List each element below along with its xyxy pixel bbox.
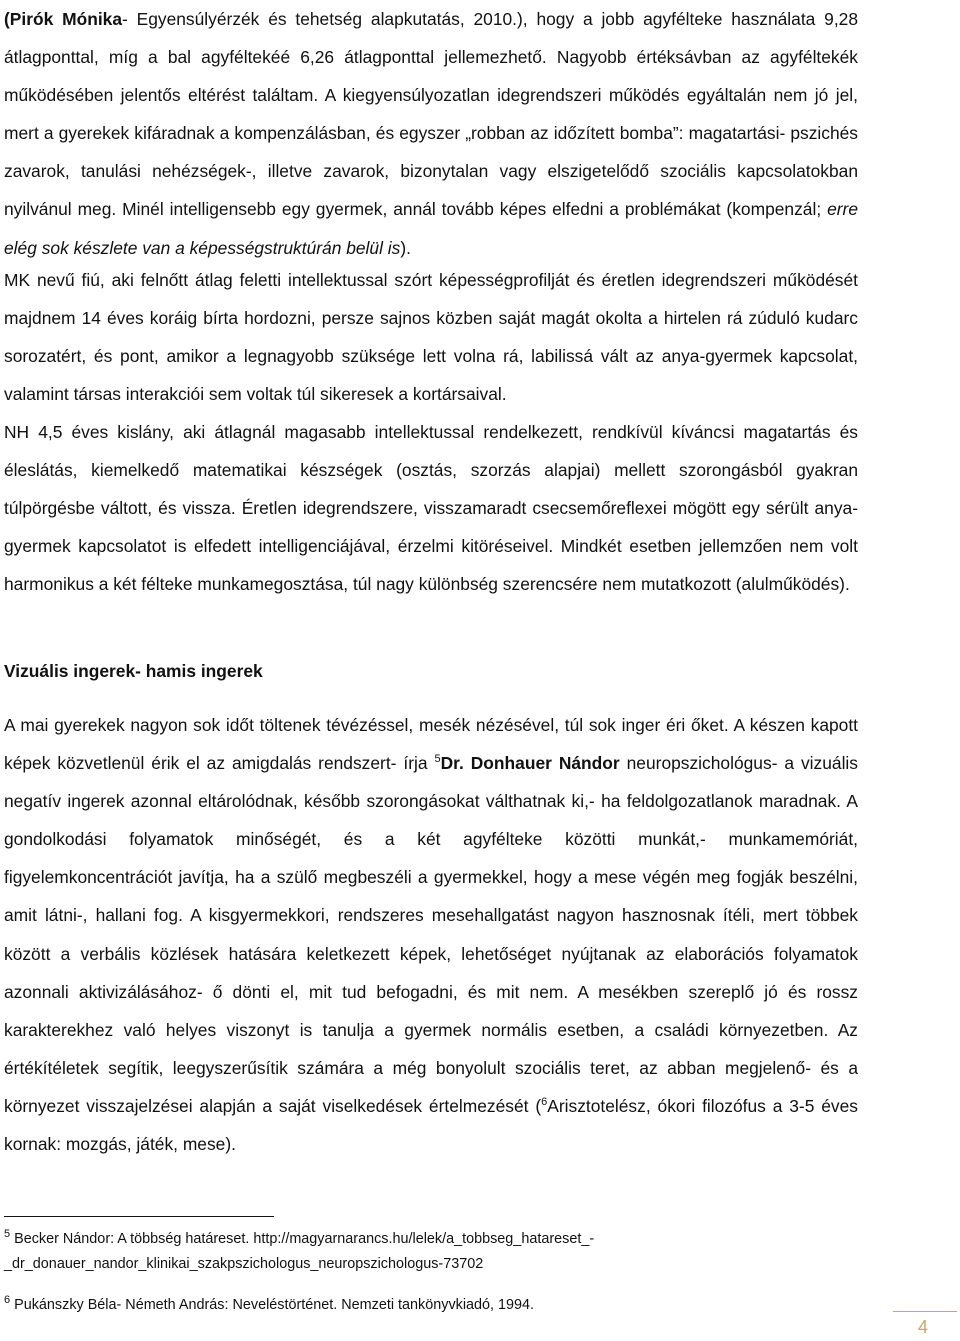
paragraph-agyfeltekek <box>4 0 858 267</box>
footnote-5-text: Becker Nándor: A többség határeset. http://magyarnarancs.hu/lelek/a_tobbseg_hatareset_-_dr_donauer_nandor_klinikai_szakpszichologus_neuropszichologus-73702 <box>4 1231 595 1272</box>
paragraph-case-nh: NH 4,5 éves kislány, aki átlagnál magasabb intellektussal rendelkezett, rendkívül kíváncsi magatartás és éleslátás, kiemelkedő matematikai készségek (osztás, szorzás alapjai) mellett szorongásból gyakran túlpörgésbe váltott, és vissza. Éretlen idegrendszere, visszamaradt csecsemőreflexei mögött egy sérült anya- gyermek kapcsolatot is elfedett intelligenciájával, érzelmi kitöréseivel. Mindkét esetben jellemzően nem volt harmonikus a két félteke munkamegosztása, túl nagy különbség szerencsére nem mutatkozott (alulműködés). <box>4 422 858 595</box>
citation-author: (Pirók Mónika <box>4 9 123 29</box>
section-heading: Vizuális ingerek- hamis ingerek <box>4 661 263 681</box>
footnote-ref-5: 5 <box>434 753 441 766</box>
paragraph-text: - Egyensúlyérzék és tehetség alapkutatás, 2010.), hogy a jobb agyfélteke használata 9,28 átlagponttal, míg a bal agyféltekéé 6,26 átlagponttal jellemezhető. Nagyobb értéksávban az agyféltekék működésében jelentős eltérést találtam. A kiegyensúlyozatlan idegrendszeri működés egyáltalán nem jó jel, mert a gyerekek kifáradnak a kompenzálásban, és egyszer „robban az időzített bomba”: magatartási- pszichés zavarok, tanulási nehézségek-, illetve zavarok, bizonytalan vagy elszigetelődő szociális kapcsolatokban nyilvánul meg. Minél intelligensebb egy gyermek, annál tovább képes elfedni a problémákat (kompenzál; <box>4 9 858 220</box>
author-name: Dr. Donhauer Nándor <box>440 753 620 774</box>
paragraph-text-continued: neuropszichológus- a vizuális negatív ingerek azonnal eltárolódnak, később szorongásokat válthatnak ki,- ha feldolgozatlanok maradnak. A gondolkodási folyamatok minőségét, és a két agyfélteke közötti munkát,- munkamemóriát, figyelemkoncentrációt javítja, ha a szülő megbeszéli a gyermekkel, hogy a mese végén meg fogják beszélni, amit látni-, hallani fog. A kisgyermekkori, rendszeres mesehallgatást nagyon hasznosnak ítéli, mert többek között a verbális közlések hatására keletkezett képek, lehetőséget nyújtanak az elaborációs folyamatok azonnali aktivizálásához- ő dönti el, mit tud befogadni, és mit nem. A mesékben szereplő jó és rossz karakterekhez való helyes viszonyt is tanulja a gyermek normális esetben, a családi környezetben. Az értékítéletek segítik, leegyszerűsítik számára a még bonyolult szociális teret, az abban megjelenő- és a környezet visszajelzései alapján a saját viselkedések értelmezését ( <box>4 753 858 1116</box>
page-number-rule <box>893 1311 957 1312</box>
footnote-mark-6: 6 <box>4 1294 11 1307</box>
footnote-mark-5: 5 <box>4 1228 11 1241</box>
paragraph-text: A mai gyerekek nagyon sok időt töltenek tévézéssel, mesék nézésével, túl sok inger éri őket. A készen kapott képek közvetlenül érik el az amigdalás rendszert- írja <box>4 715 858 774</box>
paragraph-case-mk: MK nevű fiú, aki felnőtt átlag feletti intellektussal szórt képességprofilját és éretlen idegrendszeri működését majdnem 14 éves koráig bírta hordozni, persze sajnos közben saját magát okolta a hirtelen rá zúduló kudarc sorozatért, és pont, amikor a legnagyobb szüksége lett volna rá, labilissá vált az anya-gyermek kapcsolat, valamint társas interakciói sem voltak túl sikeresek a kortársaival. <box>4 270 858 405</box>
paragraph-text-end: ). <box>400 237 411 258</box>
paragraph-text-end: Arisztotelész, ókori filozófus a 3-5 éves kornak: mozgás, játék, mese). <box>4 1095 858 1155</box>
italic-remark: erre elég sok készlete van a képességstruktúrán belül is <box>4 199 858 258</box>
page-number: 4 <box>918 1317 929 1337</box>
footnote-separator <box>4 1216 274 1217</box>
footnote-ref-6: 6 <box>541 1096 548 1109</box>
footnote-5 <box>4 1227 858 1277</box>
paragraph-vizualis-ingerek <box>4 706 858 1163</box>
footnote-6 <box>4 1293 858 1318</box>
footnote-6-text: Pukánszky Béla- Németh András: Neveléstörténet. Nemzeti tankönyvkiadó, 1994. <box>10 1297 535 1313</box>
